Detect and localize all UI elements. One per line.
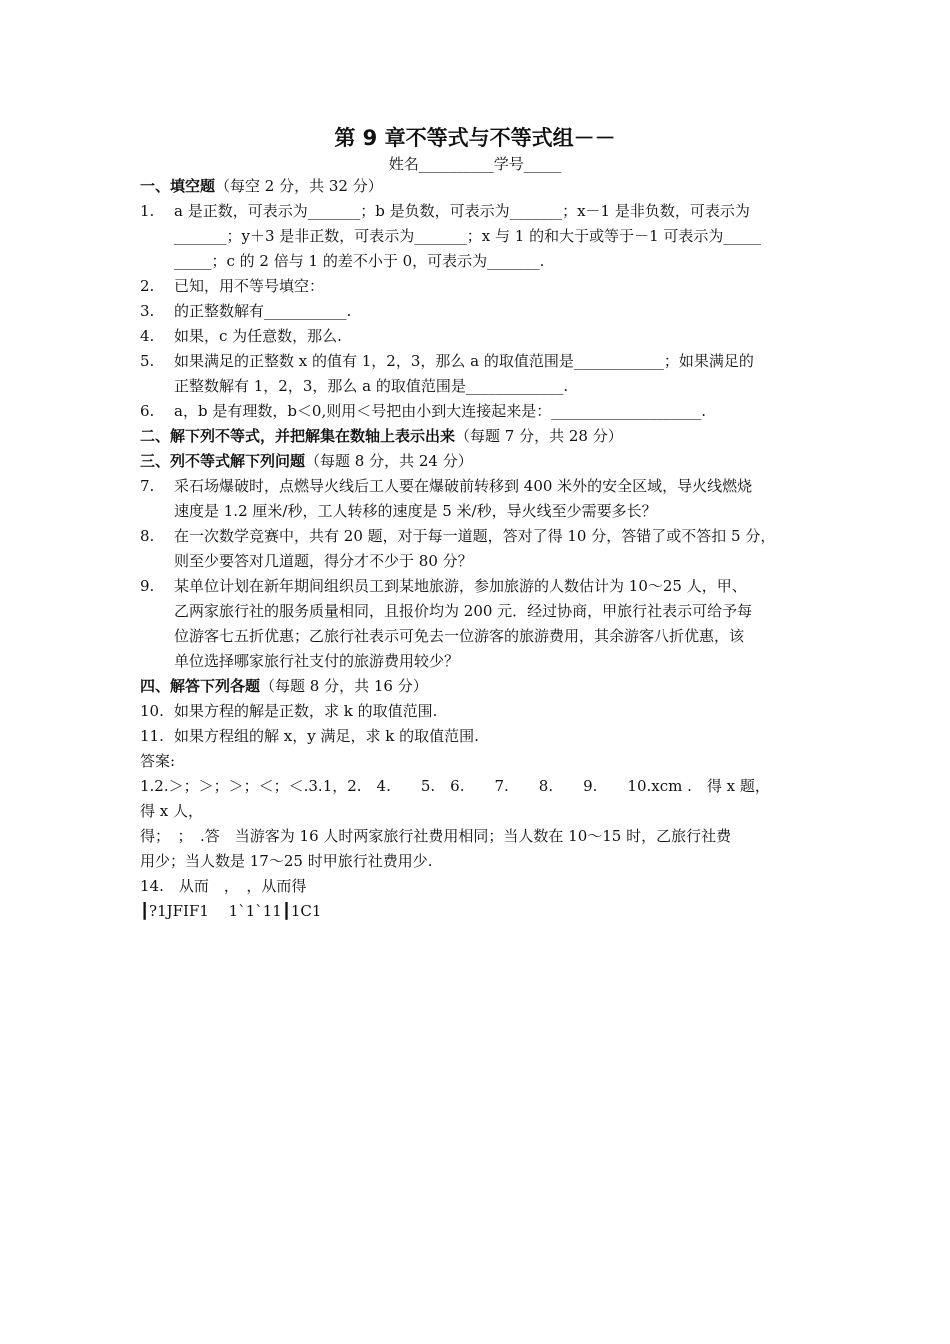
- question-10: 10. 如果方程的解是正数，求 k 的取值范围.: [140, 702, 438, 720]
- question-6: 6. a，b 是有理数，b＜0,则用＜号把由小到大连接起来是：____________________.: [140, 402, 706, 420]
- section-4-heading: 四、解答下列各题（每题 8 分，共 16 分）: [140, 677, 428, 695]
- question-3: 3. 的正整数解有___________.: [140, 302, 352, 320]
- page-title: 第 9 章不等式与不等式组－－: [334, 126, 616, 150]
- question-2: 2. 已知，用不等号填空：: [140, 277, 325, 295]
- answers-line-2: 得 x 人，: [140, 802, 203, 820]
- answers-line-5: 14. 从而 ， ，从而得: [140, 877, 307, 895]
- question-9: 9. 某单位计划在新年期间组织员工到某地旅游，参加旅游的人数估计为 10～25 人，甲、: [140, 577, 747, 595]
- answers-line-1: 1.2.＞；＞；＞；＜；＜.3.1，2. 4. 5. 6. 7. 8. 9. 10.xcm . 得 x 题，: [140, 777, 770, 795]
- question-5: 5. 如果满足的正整数 x 的值有 1，2，3，那么 a 的取值范围是____________；如果满足的: [140, 352, 754, 370]
- question-7: 7. 采石场爆破时，点燃导火线后工人要在爆破前转移到 400 米外的安全区域，导火线燃烧: [140, 477, 753, 495]
- section-3-heading: 三、列不等式解下列问题（每题 8 分，共 24 分）: [140, 452, 473, 470]
- question-1: 1. a 是正数，可表示为_______；b 是负数，可表示为_______；x－1 是非负数，可表示为: [140, 202, 750, 220]
- question-7-line-2: 速度是 1.2 厘米/秒，工人转移的速度是 5 米/秒，导火线至少需要多长？: [174, 502, 657, 520]
- answers-label: 答案:: [140, 752, 176, 770]
- question-8-line-2: 则至少要答对几道题，得分才不少于 80 分？: [174, 552, 473, 570]
- section-2-heading: 二、解下列不等式，并把解集在数轴上表示出来（每题 7 分，共 28 分）: [140, 427, 623, 445]
- answers-line-6: ┃?1JFIF1 1`1`11┃1C1: [140, 902, 322, 920]
- answers-line-4: 用少；当人数是 17～25 时甲旅行社费用少.: [140, 852, 433, 870]
- name-id-line: 姓名__________学号_____: [388, 155, 562, 173]
- question-1-line-2: _______；y＋3 是非正数，可表示为_______；x 与 1 的和大于或等于－1 可表示为_____: [174, 227, 761, 245]
- question-9-line-2: 乙两家旅行社的服务质量相同，且报价均为 200 元．经过协商，甲旅行社表示可给予每: [174, 602, 753, 620]
- question-9-line-3: 位游客七五折优惠；乙旅行社表示可免去一位游客的旅游费用，其余游客八折优惠，该: [174, 627, 745, 645]
- question-1-line-3: _____；c 的 2 倍与 1 的差不小于 0，可表示为_______.: [174, 252, 545, 270]
- question-11: 11. 如果方程组的解 x，y 满足，求 k 的取值范围.: [140, 727, 479, 745]
- answers-line-3: 得； ； .答 当游客为 16 人时两家旅行社费用相同；当人数在 10～15 时，乙旅行社费: [140, 827, 732, 845]
- question-9-line-4: 单位选择哪家旅行社支付的旅游费用较少？: [174, 652, 460, 670]
- section-1-heading: 一、填空题（每空 2 分，共 32 分）: [140, 177, 383, 195]
- question-4: 4. 如果，c 为任意数，那么.: [140, 327, 342, 345]
- question-8: 8. 在一次数学竞赛中，共有 20 题，对于每一道题，答对了得 10 分，答错了或不答扣 5 分，: [140, 527, 776, 545]
- question-5-line-2: 正整数解有 1，2，3，那么 a 的取值范围是_____________.: [174, 377, 569, 395]
